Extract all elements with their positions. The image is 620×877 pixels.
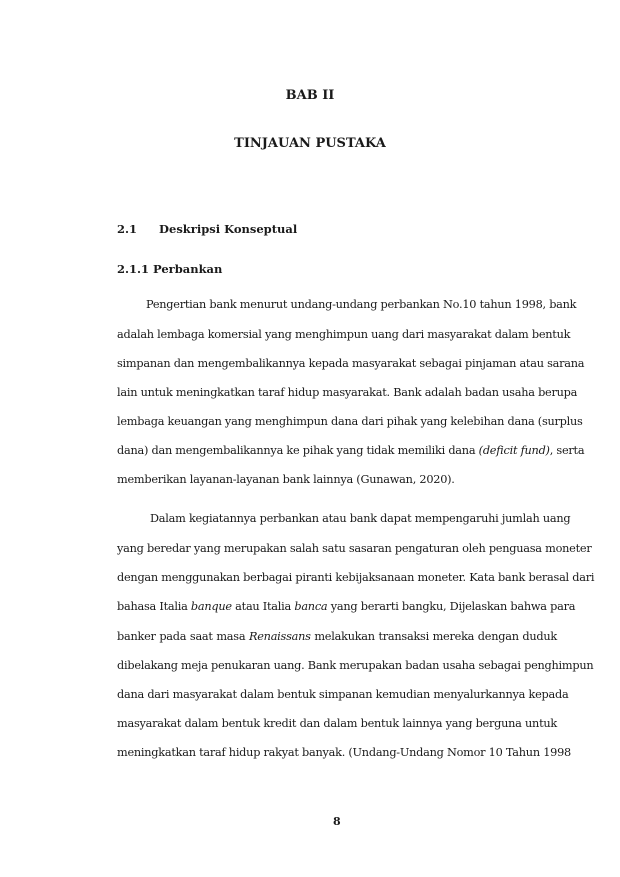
text-run: yang berarti bangku, Dijelaskan bahwa para — [327, 600, 576, 613]
paragraph-line: adalah lembaga komersial yang menghimpun uang dari masyarakat dalam bentuk — [117, 328, 571, 341]
text-run: atau Italia — [231, 600, 295, 613]
chapter-title: TINJAUAN PUSTAKA — [234, 136, 386, 151]
text-run: banker pada saat masa — [117, 630, 249, 643]
paragraph-line — [117, 444, 585, 457]
section-heading — [117, 222, 297, 236]
text-run: dana) dan mengembalikannya ke pihak yang tidak memiliki dana — [117, 444, 479, 457]
italic-term: (deficit fund) — [478, 444, 550, 457]
paragraph-line: simpanan dan mengembalikannya kepada masyarakat sebagai pinjaman atau sarana — [117, 357, 585, 370]
paragraph-line: lain untuk meningkatkan taraf hidup masyarakat. Bank adalah badan usaha berupa — [117, 386, 578, 399]
page-number: 8 — [333, 815, 341, 828]
paragraph-line: dana dari masyarakat dalam bentuk simpanan kemudian menyalurkannya kepada — [117, 688, 569, 701]
subsection-heading: 2.1.1 Perbankan — [117, 262, 223, 276]
text-run: , serta — [549, 444, 585, 457]
paragraph-line: Pengertian bank menurut undang-undang perbankan No.10 tahun 1998, bank — [146, 298, 577, 311]
paragraph-line: yang beredar yang merupakan salah satu sasaran pengaturan oleh penguasa moneter — [117, 542, 592, 555]
chapter-number: BAB II — [285, 88, 335, 103]
paragraph-line: masyarakat dalam bentuk kredit dan dalam bentuk lainnya yang berguna untuk — [117, 717, 557, 730]
italic-term: banque — [190, 600, 232, 613]
paragraph-line: lembaga keuangan yang menghimpun dana dari pihak yang kelebihan dana (surplus — [117, 415, 583, 428]
italic-term: banca — [294, 600, 328, 613]
paragraph-line: dibelakang meja penukaran uang. Bank merupakan badan usaha sebagai penghimpun — [117, 659, 594, 672]
text-run: melakukan transaksi mereka dengan duduk — [310, 630, 557, 643]
paragraph-line — [117, 600, 576, 613]
section-title: Deskripsi Konseptual — [159, 222, 298, 236]
paragraph-line: Dalam kegiatannya perbankan atau bank dapat mempengaruhi jumlah uang — [150, 512, 571, 525]
paragraph-line: dengan menggunakan berbagai piranti kebijaksanaan moneter. Kata bank berasal dari — [117, 571, 595, 584]
italic-term: Renaissans — [248, 630, 311, 643]
section-number: 2.1 — [117, 222, 138, 236]
paragraph-line: memberikan layanan-layanan bank lainnya (Gunawan, 2020). — [117, 473, 455, 486]
text-run: bahasa Italia — [117, 600, 191, 613]
paragraph-line: meningkatkan taraf hidup rakyat banyak. (Undang-Undang Nomor 10 Tahun 1998 — [117, 746, 571, 759]
paragraph-line — [117, 630, 557, 643]
